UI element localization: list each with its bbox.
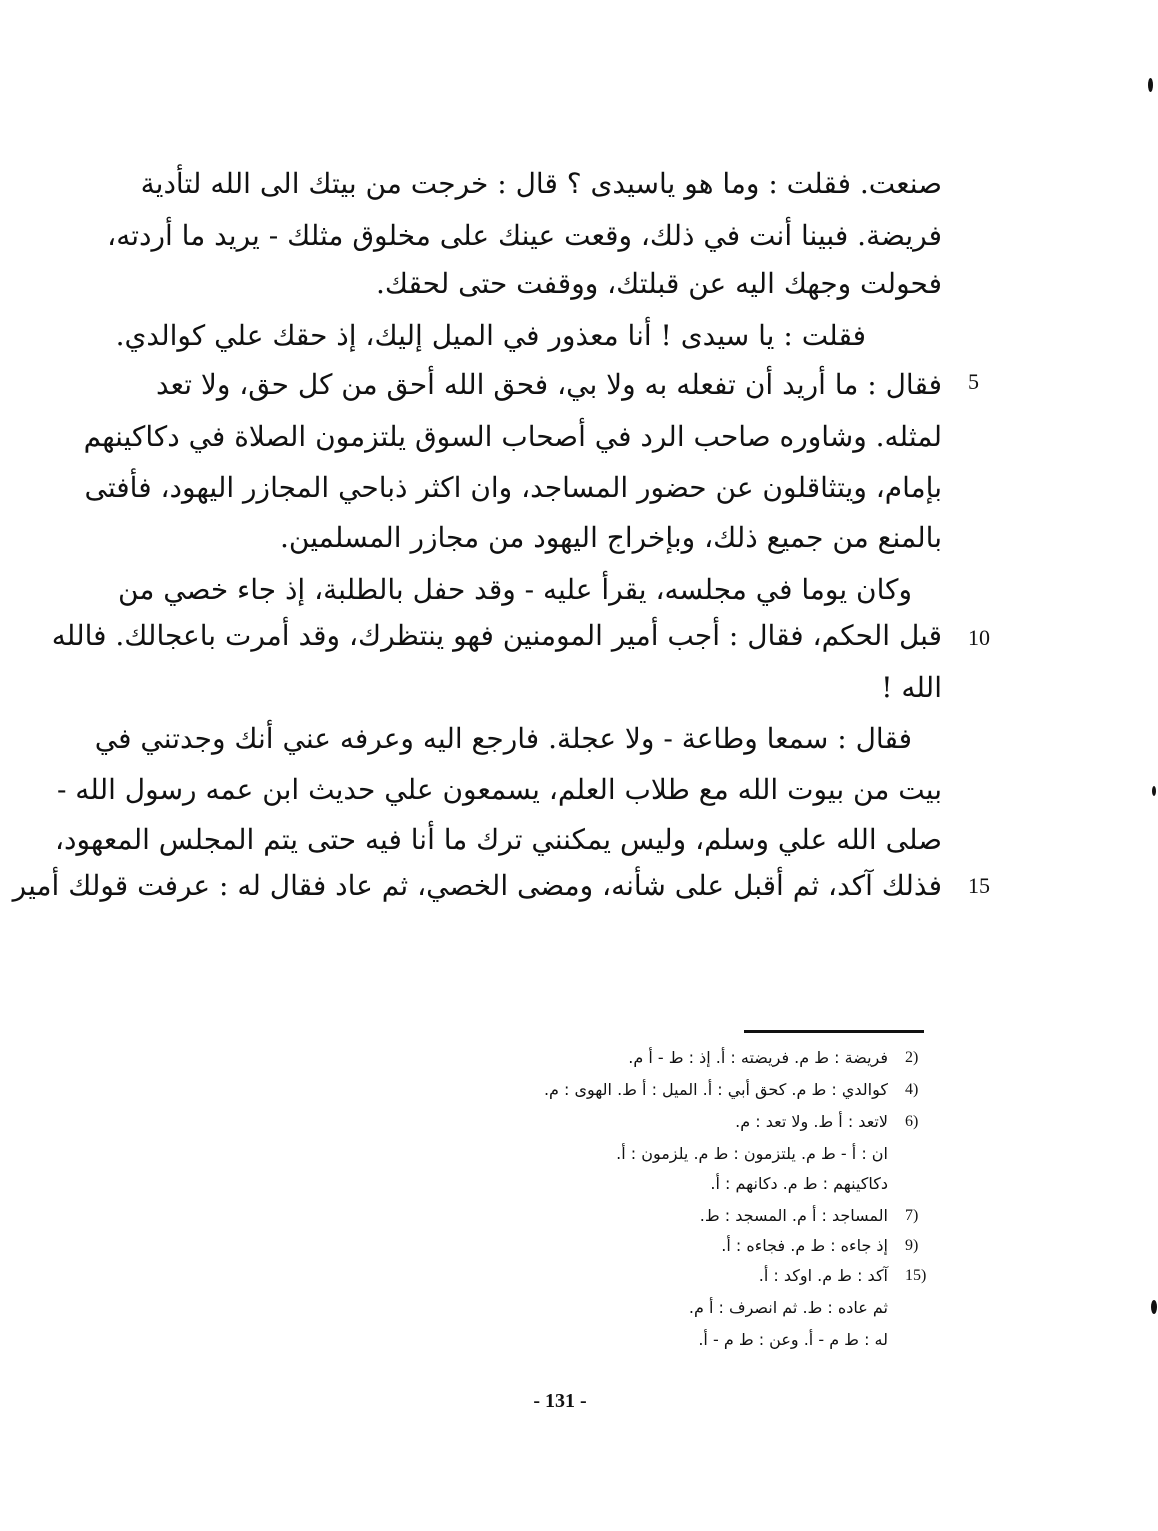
body-line-1: صنعت. فقلت : وما هو ياسيدى ؟ قال : خرجت من بيتك الى الله لتأدية — [140, 167, 942, 200]
body-line-9: وكان يوما في مجلسه، يقرأ عليه - وقد حفل بالطلبة، إذ جاء خصي من — [118, 573, 912, 606]
body-line-10: قبل الحكم، فقال : أجب أمير المومنين فهو ينتظرك، وقد أمرت باعجالك. فالله — [51, 619, 942, 652]
footnote-text: فريضة : ط م. فريضته : أ. إذ : ط - أ م. — [628, 1048, 888, 1067]
footnote-text: المساجد : أ م. المسجد : ط. — [699, 1206, 888, 1225]
footnote-text: لاتعد : أ ط. ولا تعد : م. — [735, 1112, 888, 1131]
body-line-13: بيت من بيوت الله مع طلاب العلم، يسمعون علي حديث ابن عمه رسول الله - — [56, 773, 942, 806]
footnote-text: إذ جاءه : ط م. فجاءه : أ. — [721, 1236, 888, 1255]
footnote-text: كوالدي : ط م. كحق أبي : أ. الميل : أ ط. الهوى : م. — [543, 1080, 888, 1099]
body-line-2: فريضة. فبينا أنت في ذلك، وقعت عينك على مخلوق مثلك - يريد ما أردته، — [107, 219, 942, 252]
line-number-5: 5 — [968, 369, 979, 394]
body-line-14: صلى الله علي وسلم، وليس يمكنني ترك ما أنا فيه حتى يتم المجلس المعهود، — [55, 823, 942, 856]
line-number-15: 15 — [968, 873, 990, 898]
scan-speck — [1151, 1300, 1157, 1314]
scan-speck — [1148, 78, 1153, 92]
footnote-number: 7) — [905, 1207, 919, 1224]
footnote-number: 2) — [905, 1049, 919, 1066]
body-line-11: الله ! — [881, 671, 942, 704]
footnote-number: 15) — [905, 1267, 927, 1284]
footnote-text: آكد : ط م. اوكد : أ. — [758, 1266, 888, 1285]
scan-speck — [1152, 786, 1156, 796]
body-line-4: فقلت : يا سيدى ! أنا معذور في الميل إليك، إذ حقك علي كوالدي. — [115, 319, 866, 352]
body-line-5: فقال : ما أريد أن تفعله به ولا بي، فحق الله أحق من كل حق، ولا تعد — [155, 368, 942, 401]
footnote-text: ثم عاده : ط. ثم انصرف : أ م. — [688, 1298, 888, 1317]
footnote-number: 9) — [905, 1237, 919, 1254]
footnote-number: 6) — [905, 1113, 919, 1130]
page-number: - 131 - — [533, 1390, 587, 1412]
footnote-separator — [744, 1030, 924, 1033]
body-line-15: فذلك آكد، ثم أقبل على شأنه، ومضى الخصي، ثم عاد فقال له : عرفت قولك أمير — [12, 869, 942, 902]
body-line-7: بإمام، ويتثاقلون عن حضور المساجد، وان اكثر ذباحي المجازر اليهود، فأفتى — [84, 471, 942, 504]
footnote-text: ان : أ - ط م. يلتزمون : ط م. يلزمون : أ. — [616, 1144, 888, 1163]
body-line-8: بالمنع من جميع ذلك، وبإخراج اليهود من مجازر المسلمين. — [279, 521, 942, 554]
body-line-3: فحولت وجهك اليه عن قبلتك، ووقفت حتى لحقك. — [375, 267, 942, 300]
footnote-text: دكاكينهم : ط م. دكانهم : أ. — [710, 1174, 888, 1193]
body-line-6: لمثله. وشاوره صاحب الرد في أصحاب السوق يلتزمون الصلاة في دكاكينهم — [83, 420, 942, 453]
footnote-number: 4) — [905, 1081, 919, 1098]
line-number-10: 10 — [968, 625, 990, 650]
body-line-12: فقال : سمعا وطاعة - ولا عجلة. فارجع اليه وعرفه عني أنك وجدتني في — [94, 722, 912, 755]
footnote-text: له : ط م - أ. وعن : ط م - أ. — [698, 1330, 888, 1349]
